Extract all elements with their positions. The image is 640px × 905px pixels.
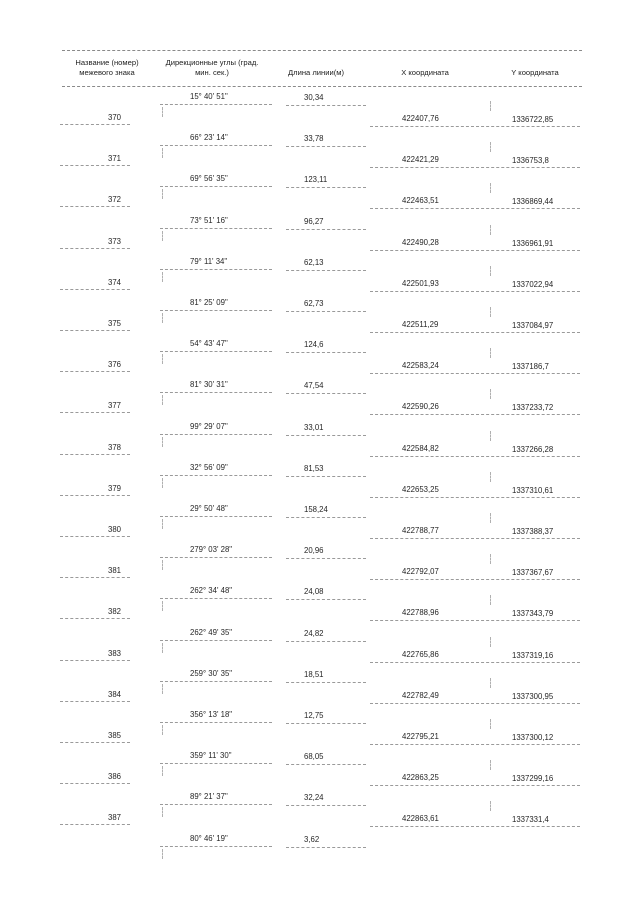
length-rule [286, 723, 366, 724]
column-tick [162, 519, 163, 529]
segment-rule [160, 351, 272, 352]
point-rule-left [60, 412, 130, 413]
point-name: 375 [108, 319, 122, 328]
segment-rule [160, 104, 272, 105]
point-x: 422863,61 [402, 814, 439, 824]
header-length: Длина линии(м) [288, 68, 344, 77]
column-tick [162, 643, 163, 653]
point-x: 422501,93 [402, 278, 439, 288]
point-y: 1337331,4 [512, 815, 549, 825]
column-tick [490, 389, 491, 399]
segment-angle: 32° 56' 09" [190, 462, 228, 472]
segment-rule [160, 763, 272, 764]
segment-length: 68,05 [304, 752, 324, 762]
point-rule-right [370, 785, 580, 786]
point-x: 422782,49 [402, 690, 439, 700]
segment-rule [160, 269, 272, 270]
segment-rule [160, 681, 272, 682]
column-tick [162, 766, 163, 776]
segment-angle: 81° 25' 09" [190, 298, 228, 307]
point-rule-right [370, 497, 580, 498]
segment-length: 124,6 [304, 340, 324, 350]
point-y: 1337319,16 [512, 650, 554, 660]
point-rule-right [370, 414, 580, 415]
column-tick [162, 189, 163, 199]
length-rule [286, 393, 366, 394]
segment-rule [160, 804, 272, 805]
column-tick [490, 472, 491, 482]
column-tick [162, 272, 163, 282]
point-x: 422653,25 [402, 484, 439, 494]
point-rule-left [60, 824, 130, 825]
column-tick [490, 183, 491, 193]
column-tick [490, 101, 491, 111]
point-x: 422590,26 [402, 402, 439, 412]
point-x: 422863,25 [402, 773, 439, 783]
point-name: 386 [108, 772, 122, 782]
point-y: 1337300,95 [512, 691, 554, 701]
column-tick [162, 725, 163, 735]
length-rule [286, 641, 366, 642]
segment-length: 3,62 [304, 834, 320, 844]
header-angle: Дирекционные углы (град. мин. сек.) [165, 58, 259, 77]
point-y: 1337300,12 [512, 733, 554, 742]
point-rule-right [370, 208, 580, 209]
segment-rule [160, 228, 272, 229]
point-name: 370 [108, 113, 122, 122]
column-tick [490, 595, 491, 605]
segment-length: 33,01 [304, 422, 324, 432]
column-tick [162, 231, 163, 241]
segment-angle: 356° 13' 18" [190, 710, 233, 719]
length-rule [286, 764, 366, 765]
point-rule-left [60, 577, 130, 578]
segment-angle: 15° 40' 51" [190, 92, 228, 101]
column-tick [490, 554, 491, 564]
point-name: 383 [108, 648, 122, 658]
point-rule-left [60, 124, 130, 125]
column-tick [162, 395, 163, 405]
header-top-rule [62, 50, 582, 51]
segment-angle: 99° 29' 07" [190, 421, 228, 431]
column-tick [490, 348, 491, 358]
point-rule-left [60, 330, 130, 331]
point-y: 1336753,8 [512, 156, 549, 166]
point-x: 422788,77 [402, 526, 439, 535]
length-rule [286, 229, 366, 230]
segment-length: 12,75 [304, 711, 324, 720]
length-rule [286, 805, 366, 806]
point-x: 422407,76 [402, 114, 439, 123]
segment-angle: 79° 11' 34" [190, 256, 228, 266]
length-rule [286, 476, 366, 477]
header-x: X координата [401, 68, 449, 77]
segment-angle: 359° 11' 30" [190, 751, 232, 761]
point-rule-right [370, 373, 580, 374]
point-name: 385 [108, 731, 122, 740]
point-name: 373 [108, 236, 122, 246]
column-tick [162, 107, 163, 117]
point-rule-left [60, 742, 130, 743]
point-rule-left [60, 618, 130, 619]
column-tick [490, 142, 491, 152]
segment-angle: 80° 46' 19" [190, 833, 228, 843]
column-tick [162, 849, 163, 859]
segment-rule [160, 475, 272, 476]
point-y: 1337186,7 [512, 362, 549, 372]
point-x: 422421,29 [402, 155, 439, 165]
point-rule-left [60, 660, 130, 661]
length-rule [286, 517, 366, 518]
point-y: 1337343,79 [512, 609, 554, 619]
point-x: 422583,24 [402, 361, 439, 371]
column-tick [162, 684, 163, 694]
column-tick [162, 560, 163, 570]
segment-length: 47,54 [304, 381, 324, 391]
length-rule [286, 270, 366, 271]
column-tick [162, 354, 163, 364]
point-rule-left [60, 701, 130, 702]
column-tick [490, 266, 491, 276]
segment-length: 24,08 [304, 587, 324, 597]
segment-angle: 279° 03' 28" [190, 545, 233, 555]
segment-rule [160, 640, 272, 641]
segment-length: 62,13 [304, 257, 324, 267]
column-tick [490, 637, 491, 647]
point-rule-right [370, 167, 580, 168]
point-rule-right [370, 456, 580, 457]
length-rule [286, 352, 366, 353]
column-tick [490, 760, 491, 770]
point-name: 372 [108, 195, 122, 205]
header-name: Название (номер) межевого знака [75, 58, 139, 77]
column-tick [490, 225, 491, 235]
point-rule-left [60, 454, 130, 455]
segment-rule [160, 186, 272, 187]
point-name: 378 [108, 442, 122, 452]
column-tick [162, 148, 163, 158]
segment-angle: 73° 51' 16" [190, 215, 228, 225]
point-y: 1337266,28 [512, 444, 554, 454]
column-tick [162, 478, 163, 488]
point-x: 422511,29 [402, 320, 439, 329]
point-y: 1337233,72 [512, 403, 554, 413]
column-tick [490, 513, 491, 523]
segment-rule [160, 392, 272, 393]
point-name: 382 [108, 607, 122, 617]
point-name: 374 [108, 277, 122, 287]
point-rule-right [370, 332, 580, 333]
point-rule-left [60, 783, 130, 784]
segment-rule [160, 434, 272, 435]
point-name: 371 [108, 154, 122, 164]
segment-angle: 54° 43' 47" [190, 339, 228, 349]
segment-rule [160, 598, 272, 599]
point-name: 387 [108, 813, 122, 823]
point-rule-right [370, 291, 580, 292]
point-x: 422795,21 [402, 732, 439, 741]
point-rule-left [60, 289, 130, 290]
segment-length: 32,24 [304, 793, 324, 803]
segment-angle: 81° 30' 31" [190, 380, 228, 390]
segment-angle: 259° 30' 35" [190, 668, 233, 678]
point-rule-right [370, 826, 580, 827]
column-tick [490, 431, 491, 441]
point-rule-right [370, 662, 580, 663]
point-rule-right [370, 620, 580, 621]
length-rule [286, 146, 366, 147]
segment-angle: 69° 56' 35" [190, 174, 228, 184]
segment-length: 18,51 [304, 669, 324, 679]
point-name: 384 [108, 689, 122, 699]
point-rule-left [60, 371, 130, 372]
point-y: 1336869,44 [512, 197, 554, 207]
segment-rule [160, 557, 272, 558]
segment-length: 33,78 [304, 134, 324, 144]
point-rule-left [60, 248, 130, 249]
segment-length: 30,34 [304, 93, 324, 102]
point-name: 376 [108, 360, 122, 370]
point-rule-left [60, 206, 130, 207]
point-x: 422463,51 [402, 196, 439, 206]
point-x: 422584,82 [402, 443, 439, 453]
point-rule-right [370, 126, 580, 127]
point-name: 377 [108, 401, 122, 411]
segment-rule [160, 145, 272, 146]
segment-angle: 262° 49' 35" [190, 627, 233, 637]
point-x: 422490,28 [402, 237, 439, 247]
segment-rule [160, 846, 272, 847]
length-rule [286, 311, 366, 312]
point-rule-right [370, 744, 580, 745]
segment-length: 20,96 [304, 546, 324, 556]
length-rule [286, 187, 366, 188]
segment-angle: 29° 50' 48" [190, 504, 228, 513]
header-y: Y координата [511, 68, 559, 77]
point-y: 1337388,37 [512, 527, 554, 536]
point-name: 380 [108, 525, 122, 534]
column-tick [162, 313, 163, 323]
point-rule-left [60, 165, 130, 166]
length-rule [286, 599, 366, 600]
point-rule-right [370, 703, 580, 704]
point-x: 422788,96 [402, 608, 439, 618]
length-rule [286, 847, 366, 848]
point-y: 1336722,85 [512, 115, 554, 124]
point-rule-left [60, 536, 130, 537]
length-rule [286, 682, 366, 683]
segment-rule [160, 722, 272, 723]
length-rule [286, 558, 366, 559]
point-y: 1337310,61 [512, 485, 554, 495]
header-bottom-rule [62, 86, 582, 87]
point-name: 381 [108, 566, 122, 576]
length-rule [286, 435, 366, 436]
segment-length: 24,82 [304, 628, 324, 638]
segment-length: 96,27 [304, 216, 324, 226]
segment-length: 81,53 [304, 463, 324, 473]
segment-angle: 262° 34' 48" [190, 586, 233, 596]
segment-angle: 89° 21' 37" [190, 792, 228, 802]
point-y: 1336961,91 [512, 238, 554, 248]
point-name: 379 [108, 483, 122, 493]
column-tick [490, 719, 491, 729]
column-tick [490, 678, 491, 688]
point-rule-right [370, 250, 580, 251]
column-tick [162, 601, 163, 611]
column-tick [162, 807, 163, 817]
segment-length: 62,73 [304, 299, 324, 308]
length-rule [286, 105, 366, 106]
point-y: 1337367,67 [512, 568, 554, 578]
point-rule-left [60, 495, 130, 496]
point-rule-right [370, 538, 580, 539]
segment-rule [160, 310, 272, 311]
point-x: 422765,86 [402, 649, 439, 659]
segment-angle: 66° 23' 14" [190, 133, 228, 143]
segment-length: 123,11 [304, 175, 328, 185]
segment-rule [160, 516, 272, 517]
segment-length: 158,24 [304, 505, 328, 514]
column-tick [490, 307, 491, 317]
column-tick [162, 437, 163, 447]
point-y: 1337022,94 [512, 279, 554, 289]
point-y: 1337299,16 [512, 774, 554, 784]
point-rule-right [370, 579, 580, 580]
point-y: 1337084,97 [512, 321, 554, 330]
point-x: 422792,07 [402, 567, 439, 577]
column-tick [490, 801, 491, 811]
